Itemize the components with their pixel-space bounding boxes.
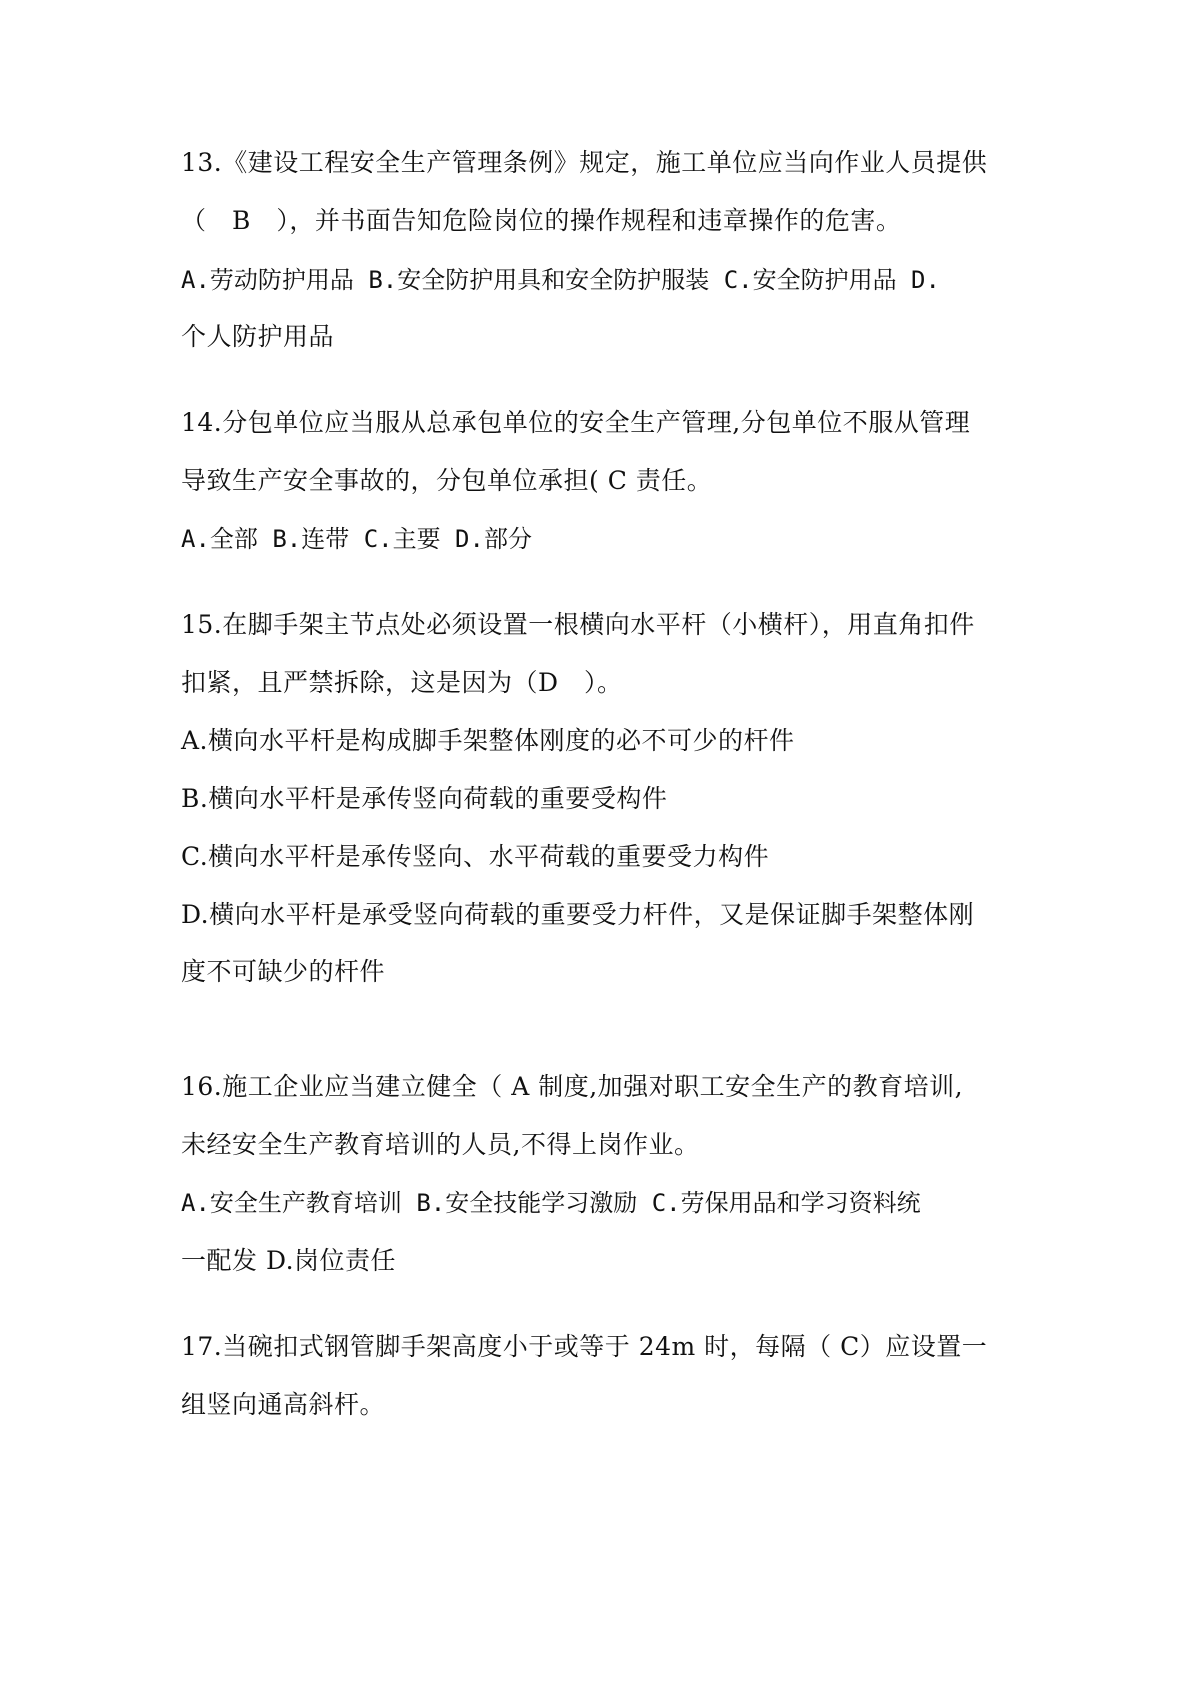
question-15-option-d-line-1: D.横向水平杆是承受竖向荷载的重要受力杆件，又是保证脚手架整体刚 <box>181 900 975 929</box>
question-13-options-line-1: A.劳动防护用品 B.安全防护用具和安全防护服装 C.安全防护用品 D. <box>181 266 940 294</box>
question-13-options-line-2: 个人防护用品 <box>181 322 335 351</box>
question-16-stem-line-2: 未经安全生产教育培训的人员,不得上岗作业。 <box>181 1130 700 1159</box>
question-15-stem-line-2: 扣紧，且严禁拆除，这是因为（D ）。 <box>181 668 623 697</box>
question-17-stem-line-2: 组竖向通高斜杆。 <box>181 1390 386 1419</box>
question-15-stem-line-1: 15.在脚手架主节点处必须设置一根横向水平杆（小横杆），用直角扣件 <box>181 610 975 639</box>
question-15-option-c: C.横向水平杆是承传竖向、水平荷载的重要受力构件 <box>181 842 770 871</box>
question-15-option-d-line-2: 度不可缺少的杆件 <box>181 957 386 986</box>
question-16-options-line-1: A.安全生产教育培训 B.安全技能学习激励 C.劳保用品和学习资料统 <box>181 1189 921 1217</box>
question-14-options-line-1: A.全部 B.连带 C.主要 D.部分 <box>181 525 532 553</box>
question-14-stem-line-1: 14.分包单位应当服从总承包单位的安全生产管理,分包单位不服从管理 <box>181 408 971 437</box>
question-13-stem-line-1: 13.《建设工程安全生产管理条例》规定，施工单位应当向作业人员提供 <box>181 148 988 177</box>
question-13-stem-line-2: （ B ），并书面告知危险岗位的操作规程和违章操作的危害。 <box>181 206 902 235</box>
question-17-stem-line-1: 17.当碗扣式钢管脚手架高度小于或等于 24m 时，每隔（ C）应设置一 <box>181 1332 988 1361</box>
question-15-option-b: B.横向水平杆是承传竖向荷载的重要受构件 <box>181 784 668 813</box>
question-14-stem-line-2: 导致生产安全事故的，分包单位承担( C 责任。 <box>181 466 713 495</box>
question-16-stem-line-1: 16.施工企业应当建立健全（ A 制度,加强对职工安全生产的教育培训, <box>181 1072 964 1101</box>
question-15-option-a: A.横向水平杆是构成脚手架整体刚度的必不可少的杆件 <box>181 726 795 755</box>
question-16-options-line-2: 一配发 D.岗位责任 <box>181 1246 397 1275</box>
